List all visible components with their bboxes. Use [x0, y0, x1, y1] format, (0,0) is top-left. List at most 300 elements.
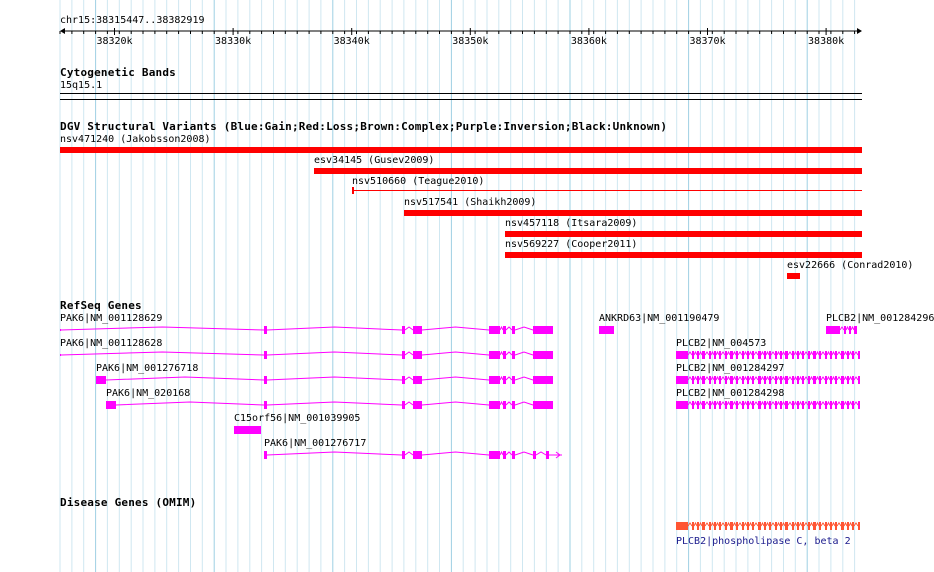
intron — [705, 377, 709, 380]
gene-label: PAK6|NM_001276718 — [96, 363, 199, 374]
intron — [846, 327, 849, 330]
intron — [699, 402, 702, 405]
exon — [402, 451, 405, 459]
intron — [799, 402, 802, 405]
intron — [832, 352, 835, 355]
exon — [533, 451, 536, 459]
intron — [694, 352, 697, 355]
dgv-track-title: DGV Structural Variants (Blue:Gain;Red:Loss;Brown:Complex;Purple:Inversion;Black:Unknown) — [60, 120, 668, 133]
exon — [234, 426, 261, 434]
intron — [804, 523, 808, 526]
exon — [764, 376, 766, 384]
exon — [830, 522, 832, 530]
exon — [730, 401, 733, 409]
exon — [826, 326, 840, 334]
intron — [749, 352, 752, 355]
exon — [752, 522, 754, 530]
exon — [819, 522, 821, 530]
exon — [512, 401, 515, 409]
intron — [688, 377, 692, 380]
exon — [825, 522, 827, 530]
intron — [733, 402, 736, 405]
exon — [725, 522, 727, 530]
exon — [719, 401, 721, 409]
intron — [788, 402, 792, 405]
exon — [702, 401, 705, 409]
intron — [721, 377, 725, 380]
exon — [775, 351, 777, 359]
exon — [854, 326, 857, 334]
intron — [699, 377, 702, 380]
intron — [827, 377, 830, 380]
intron — [837, 377, 841, 380]
intron — [515, 452, 533, 455]
exon — [742, 522, 744, 530]
intron — [810, 377, 813, 380]
intron — [500, 327, 503, 330]
intron — [727, 402, 730, 405]
exon — [512, 451, 515, 459]
intron — [727, 352, 730, 355]
intron — [705, 402, 709, 405]
exon — [785, 376, 788, 384]
exon — [841, 376, 844, 384]
exon — [775, 401, 777, 409]
intron — [749, 523, 752, 526]
exon — [764, 401, 766, 409]
intron — [788, 523, 792, 526]
intron — [782, 402, 785, 405]
exon — [714, 522, 716, 530]
intron — [267, 402, 402, 405]
exon — [747, 401, 749, 409]
intron — [536, 452, 546, 455]
exon — [676, 351, 688, 359]
exon — [489, 451, 500, 459]
intron — [405, 352, 413, 355]
intron — [733, 377, 736, 380]
exon — [692, 351, 694, 359]
exon — [702, 376, 705, 384]
exon — [730, 376, 733, 384]
variant-label: nsv510660 (Teague2010) — [352, 176, 485, 187]
exon — [709, 376, 711, 384]
exon — [769, 351, 771, 359]
intron — [694, 377, 697, 380]
exon — [802, 376, 804, 384]
intron — [744, 352, 747, 355]
gene-label: PAK6|NM_001128628 — [60, 338, 163, 349]
intron — [738, 523, 742, 526]
intron — [777, 352, 780, 355]
exon — [802, 351, 804, 359]
exon — [747, 376, 749, 384]
variant-label: nsv471240 (Jakobsson2008) — [60, 134, 211, 145]
gene-label: C15orf56|NM_001039905 — [234, 413, 361, 424]
exon — [808, 401, 810, 409]
exon — [413, 376, 422, 384]
intron — [761, 402, 764, 405]
intron — [422, 352, 489, 355]
intron — [821, 402, 825, 405]
intron — [506, 377, 512, 380]
intron — [515, 327, 533, 330]
exon — [758, 522, 761, 530]
exon — [849, 326, 851, 334]
intron — [837, 352, 841, 355]
exon — [264, 376, 267, 384]
exon — [264, 451, 267, 459]
intron — [716, 523, 719, 526]
region-label: chr15:38315447..38382919 — [60, 15, 205, 26]
intron — [794, 523, 797, 526]
intron — [694, 402, 697, 405]
exon — [752, 351, 754, 359]
intron — [738, 352, 742, 355]
exon — [858, 522, 860, 530]
intron — [405, 402, 413, 405]
intron — [810, 402, 813, 405]
intron — [711, 523, 714, 526]
exon — [813, 401, 816, 409]
exon — [533, 401, 553, 409]
exon — [835, 376, 837, 384]
exon — [780, 376, 782, 384]
exon — [747, 522, 749, 530]
gene-label: ANKRD63|NM_001190479 — [599, 313, 720, 324]
intron — [837, 402, 841, 405]
exon — [697, 376, 699, 384]
intron — [827, 352, 830, 355]
intron — [267, 452, 402, 455]
exon — [858, 351, 860, 359]
intron — [711, 352, 714, 355]
exon — [533, 376, 553, 384]
intron — [733, 523, 736, 526]
exon — [736, 522, 738, 530]
intron — [716, 377, 719, 380]
intron — [733, 352, 736, 355]
exon — [402, 376, 405, 384]
gene-label: PLCB2|NM_001284298 — [676, 388, 785, 399]
intron — [727, 377, 730, 380]
exon — [847, 401, 849, 409]
exon — [852, 522, 854, 530]
intron — [688, 352, 692, 355]
exon — [714, 376, 716, 384]
intron — [804, 377, 808, 380]
intron — [794, 352, 797, 355]
exon — [780, 522, 782, 530]
exon — [764, 522, 766, 530]
intron — [766, 352, 769, 355]
exon — [825, 376, 827, 384]
exon — [503, 326, 506, 334]
exon — [714, 401, 716, 409]
intron — [738, 402, 742, 405]
exon — [736, 401, 738, 409]
intron — [716, 402, 719, 405]
intron — [500, 402, 503, 405]
intron — [699, 352, 702, 355]
exon — [676, 376, 688, 384]
exon — [533, 326, 553, 334]
exon — [844, 326, 846, 334]
intron — [106, 377, 264, 380]
exon — [830, 401, 832, 409]
intron — [727, 523, 730, 526]
exon — [813, 522, 816, 530]
intron — [422, 452, 489, 455]
intron — [761, 377, 764, 380]
exon — [797, 376, 799, 384]
intron — [816, 402, 819, 405]
exon — [769, 376, 771, 384]
intron — [267, 352, 402, 355]
gene-label: PAK6|NM_020168 — [106, 388, 191, 399]
exon — [813, 351, 816, 359]
exon — [512, 376, 515, 384]
intron — [754, 352, 758, 355]
exon — [736, 351, 738, 359]
exon — [830, 376, 832, 384]
exon — [702, 522, 705, 530]
exon — [709, 522, 711, 530]
intron — [506, 452, 512, 455]
intron — [782, 352, 785, 355]
intron — [711, 402, 714, 405]
intron — [754, 377, 758, 380]
cytoband-track-title: Cytogenetic Bands — [60, 66, 176, 79]
intron — [799, 352, 802, 355]
exon — [503, 376, 506, 384]
exon — [769, 401, 771, 409]
exon — [730, 522, 733, 530]
intron — [761, 523, 764, 526]
ruler-tick-label: 38360k — [570, 36, 607, 47]
intron — [405, 452, 413, 455]
intron — [832, 402, 835, 405]
intron — [766, 402, 769, 405]
intron — [744, 523, 747, 526]
intron — [61, 327, 264, 330]
intron — [506, 327, 512, 330]
intron — [405, 327, 413, 330]
intron — [500, 452, 503, 455]
intron — [827, 523, 830, 526]
exon — [697, 401, 699, 409]
exon — [264, 326, 267, 334]
exon — [60, 354, 61, 356]
exon — [736, 376, 738, 384]
exon — [413, 451, 422, 459]
intron — [837, 523, 841, 526]
intron — [794, 402, 797, 405]
intron — [851, 327, 854, 330]
exon — [847, 351, 849, 359]
exon — [775, 376, 777, 384]
exon — [402, 351, 405, 359]
intron — [688, 402, 692, 405]
exon — [780, 351, 782, 359]
intron — [799, 523, 802, 526]
exon — [709, 351, 711, 359]
exon — [692, 376, 694, 384]
exon — [96, 376, 106, 384]
intron — [761, 352, 764, 355]
exon — [676, 522, 688, 530]
exon — [841, 351, 844, 359]
intron — [771, 377, 775, 380]
intron — [766, 377, 769, 380]
exon — [835, 522, 837, 530]
intron — [771, 523, 775, 526]
exon — [852, 401, 854, 409]
intron — [721, 523, 725, 526]
exon — [808, 376, 810, 384]
intron — [810, 523, 813, 526]
exon — [106, 401, 116, 409]
intron — [782, 523, 785, 526]
gene-label: PLCB2|NM_001284296 — [826, 313, 934, 324]
intron — [788, 377, 792, 380]
exon — [785, 351, 788, 359]
intron — [821, 352, 825, 355]
intron — [749, 377, 752, 380]
exon — [758, 351, 761, 359]
intron — [771, 402, 775, 405]
exon — [792, 522, 794, 530]
intron — [61, 352, 264, 355]
intron — [844, 402, 847, 405]
exon — [775, 522, 777, 530]
exon — [847, 522, 849, 530]
intron — [694, 523, 697, 526]
ruler-tick-label: 38330k — [215, 36, 252, 47]
intron — [844, 523, 847, 526]
exon — [599, 326, 614, 334]
exon — [503, 351, 506, 359]
intron — [515, 402, 533, 405]
intron — [832, 377, 835, 380]
exon — [758, 401, 761, 409]
intron — [840, 327, 844, 330]
disease-gene-label[interactable]: PLCB2|phospholipase C, beta 2 — [676, 536, 851, 547]
intron — [744, 377, 747, 380]
exon — [797, 351, 799, 359]
variant-label: nsv517541 (Shaikh2009) — [404, 197, 537, 208]
intron — [844, 352, 847, 355]
exon — [60, 329, 61, 331]
variant-label: esv34145 (Gusev2009) — [314, 155, 435, 166]
exon — [512, 351, 515, 359]
ruler-tick-label: 38370k — [689, 36, 726, 47]
intron — [827, 402, 830, 405]
exon — [730, 351, 733, 359]
intron — [849, 402, 852, 405]
exon — [802, 522, 804, 530]
exon — [819, 351, 821, 359]
intron — [754, 523, 758, 526]
exon — [785, 401, 788, 409]
exon — [858, 401, 860, 409]
intron — [788, 352, 792, 355]
exon — [719, 376, 721, 384]
intron — [832, 523, 835, 526]
exon — [847, 376, 849, 384]
intron — [804, 352, 808, 355]
intron — [506, 402, 512, 405]
exon — [742, 401, 744, 409]
exon — [747, 351, 749, 359]
variant-label: nsv569227 (Cooper2011) — [505, 239, 638, 250]
exon — [852, 351, 854, 359]
intron — [705, 523, 709, 526]
intron — [699, 523, 702, 526]
intron — [849, 352, 852, 355]
exon — [825, 351, 827, 359]
intron — [844, 377, 847, 380]
exon — [503, 451, 506, 459]
exon — [413, 351, 422, 359]
intron — [116, 402, 264, 405]
intron — [854, 523, 858, 526]
exon — [489, 326, 500, 334]
exon — [413, 326, 422, 334]
intron — [821, 523, 825, 526]
intron — [854, 377, 858, 380]
exon — [533, 351, 553, 359]
intron — [782, 377, 785, 380]
intron — [777, 377, 780, 380]
exon — [714, 351, 716, 359]
intron — [738, 377, 742, 380]
exon — [709, 401, 711, 409]
exon — [825, 401, 827, 409]
variant-label: esv22666 (Conrad2010) — [787, 260, 914, 271]
exon — [819, 401, 821, 409]
exon — [808, 522, 810, 530]
exon — [819, 376, 821, 384]
exon — [764, 351, 766, 359]
exon — [719, 351, 721, 359]
exon — [830, 351, 832, 359]
exon — [752, 401, 754, 409]
intron — [422, 402, 489, 405]
exon — [858, 376, 860, 384]
intron — [749, 402, 752, 405]
intron — [506, 352, 512, 355]
exon — [841, 522, 844, 530]
exon — [264, 351, 267, 359]
exon — [489, 351, 500, 359]
intron — [849, 377, 852, 380]
exon — [769, 522, 771, 530]
gene-label: PAK6|NM_001128629 — [60, 313, 163, 324]
intron — [500, 352, 503, 355]
intron — [766, 523, 769, 526]
exon — [402, 326, 405, 334]
intron — [816, 523, 819, 526]
ruler-tick-label: 38340k — [333, 36, 370, 47]
exon — [797, 522, 799, 530]
exon — [676, 401, 688, 409]
exon — [264, 401, 267, 409]
intron — [854, 402, 858, 405]
intron — [744, 402, 747, 405]
cytoband-label: 15q15.1 — [60, 80, 103, 91]
exon — [697, 351, 699, 359]
